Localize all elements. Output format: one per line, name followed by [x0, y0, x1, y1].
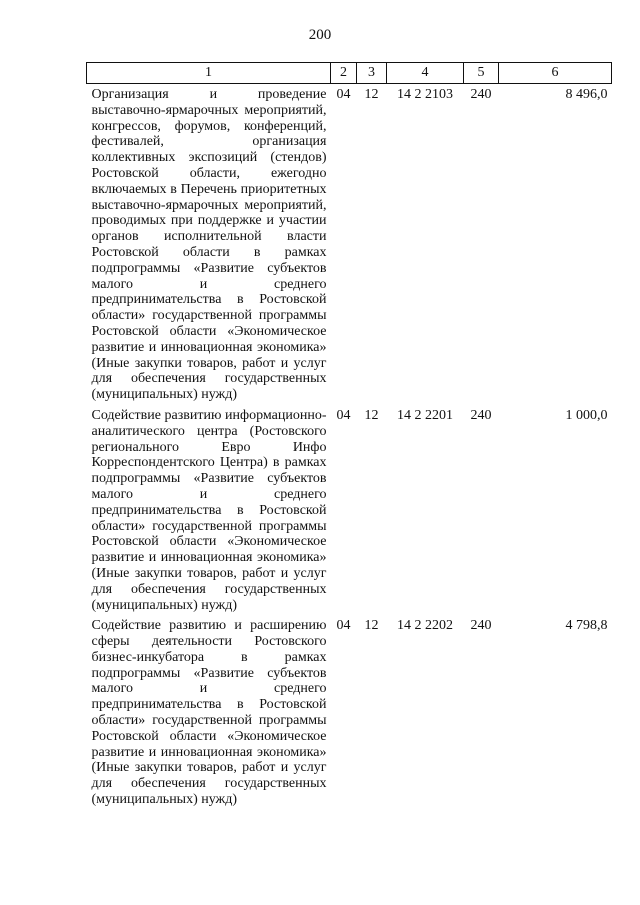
row-amount: 8 496,0	[565, 87, 608, 102]
row-description: Организация и проведение выставочно-ярмарочных мероприятий, конгрессов, форумов, конференций, фестивалей, организация коллективных экспозиций (стендов) Ростовской области, ежегодно включаемых в Перечень приоритетных выставочно-ярмарочных мероприятий, проводимых при поддержке и участии органов исполнительной власти Ростовской области в рамках подпрограммы «Развитие субъектов малого и среднего предпринимательства в Ростовской области» государственной программы Ростовской области «Экономическое развитие и инновационная экономика» (Иные закупки товаров, работ и услуг для обеспечения государственных (муниципальных) нужд)	[91, 87, 327, 403]
page-number: 200	[308, 27, 332, 43]
row-expense-type: 240	[470, 407, 492, 423]
row-target-article: 14 2 2201	[397, 407, 453, 423]
row-target-article: 14 2 2103	[397, 87, 453, 102]
column-header: 2	[331, 63, 357, 84]
row-section: 04	[336, 407, 351, 423]
column-header: 4	[387, 63, 464, 84]
row-amount: 1 000,0	[565, 407, 608, 423]
column-header: 5	[464, 63, 499, 84]
column-header: 3	[357, 63, 387, 84]
row-subsection: 12	[364, 87, 379, 102]
table-row	[87, 84, 612, 405]
row-section: 04	[336, 87, 351, 102]
row-subsection: 12	[364, 618, 379, 634]
row-amount: 4 798,8	[565, 618, 608, 634]
row-section: 04	[336, 618, 351, 634]
column-header: 6	[499, 63, 612, 84]
row-description: Содействие развитию информационно-аналитического центра (Ростовского регионального Евро Инфо Корреспондентского Центра) в рамках подпрограммы «Развитие субъектов малого и среднего предпринимательства в Ростовской области» государственной программы Ростовской области «Экономическое развитие и инновационная экономика» (Иные закупки товаров, работ и услуг для обеспечения государственных (муниципальных) нужд)	[91, 407, 327, 613]
row-target-article: 14 2 2202	[397, 618, 453, 634]
row-expense-type: 240	[470, 87, 492, 102]
row-description: Содействие развитию и расширению сферы деятельности Ростовского бизнес-инкубатора в рамках подпрограммы «Развитие субъектов малого и среднего предпринимательства в Ростовской области» государственной программы Ростовской области «Экономическое развитие и инновационная экономика» (Иные закупки товаров, работ и услуг для обеспечения государственных (муниципальных) нужд)	[91, 618, 327, 808]
row-subsection: 12	[364, 407, 379, 423]
table-row	[87, 405, 612, 615]
row-expense-type: 240	[470, 618, 492, 634]
budget-table	[86, 62, 612, 810]
table-header-row	[87, 63, 612, 84]
table-row	[87, 615, 612, 810]
column-header: 1	[87, 63, 331, 84]
